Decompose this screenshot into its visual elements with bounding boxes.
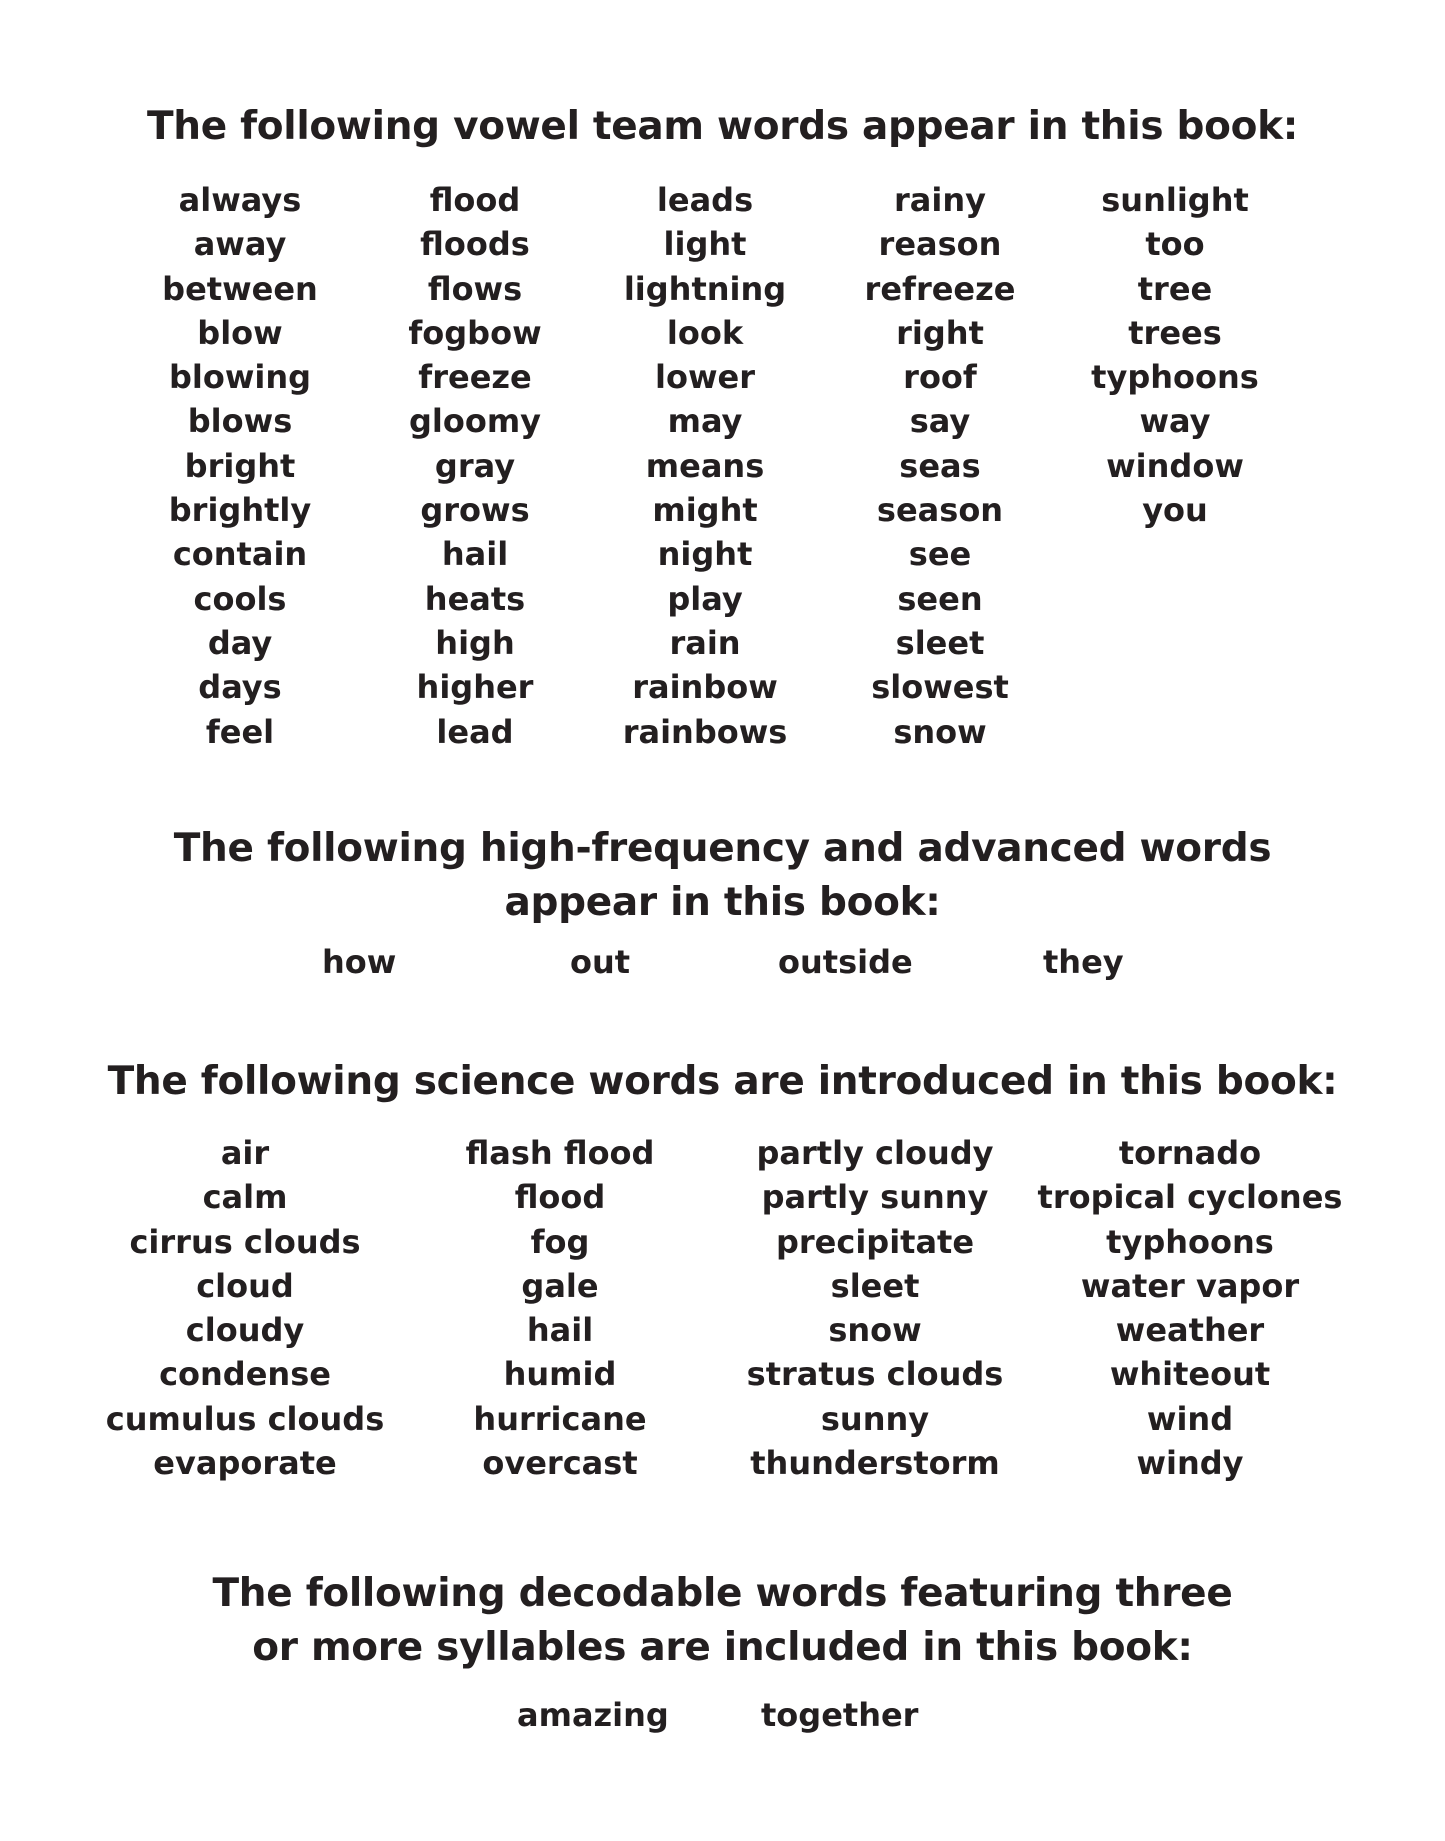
word-list-item: you (1142, 491, 1208, 530)
high-frequency-heading-line-2: appear in this book: (504, 880, 941, 925)
word-list-item: between (162, 269, 318, 308)
word-list-item: stratus clouds (746, 1355, 1004, 1394)
word-list-item: fog (530, 1222, 590, 1261)
word-list-item: rainy (894, 181, 986, 219)
word-list-item: flash flood (465, 1134, 655, 1172)
vowel-team-column-1 (140, 178, 340, 754)
word-list-item: whiteout (1109, 1355, 1271, 1394)
word-list-item: window (1106, 446, 1244, 485)
word-list-item: lead (436, 712, 514, 751)
word-list-item: leads (656, 181, 754, 219)
word-list-item: sleet (830, 1266, 920, 1305)
word-list-item: seen (897, 579, 983, 618)
word-list-item: slowest (871, 668, 1009, 707)
word-list-item: air (220, 1134, 270, 1172)
word-list-item: precipitate (775, 1222, 975, 1261)
word-list-item: sunlight (1101, 181, 1249, 219)
word-list-item: gloomy (408, 402, 542, 441)
word-list-item: means (645, 446, 765, 485)
word-list-item: higher (416, 668, 534, 707)
word-list-item: flood (514, 1178, 606, 1217)
word-list-item: hurricane (473, 1399, 647, 1438)
word-list-item: overcast (482, 1444, 638, 1483)
word-list-item: snow (828, 1311, 922, 1350)
word-list-item: brightly (168, 491, 312, 530)
science-column-3 (725, 1131, 1025, 1485)
word-list-item: heats (424, 579, 526, 618)
word-list-item: freeze (418, 358, 532, 397)
high-frequency-word: how (322, 943, 397, 981)
decodable-word: amazing (517, 1696, 669, 1734)
word-list-item: see (908, 535, 972, 574)
vowel-team-column-5 (1075, 178, 1275, 532)
decodable-heading-line-2: or more syllables are included in this book: (252, 1625, 1193, 1670)
word-list-item: partly cloudy (756, 1134, 994, 1172)
word-list-item: calm (202, 1178, 288, 1217)
word-list-item: cirrus clouds (129, 1222, 361, 1261)
word-list-item: away (193, 225, 287, 264)
word-list-item: windy (1136, 1444, 1244, 1483)
word-list-item: refreeze (864, 269, 1016, 308)
word-list-item: flood (429, 181, 521, 219)
word-list-item: hail (526, 1311, 594, 1350)
word-list-item: hail (441, 535, 509, 574)
word-list-item: grows (420, 491, 530, 530)
high-frequency-word: outside (778, 943, 913, 981)
word-list-item: trees (1128, 313, 1222, 352)
word-list-item: feel (205, 712, 275, 751)
word-list-item: floods (420, 225, 530, 264)
word-list-item: way (1139, 402, 1211, 441)
science-column-4 (1035, 1131, 1345, 1485)
word-list-item: tornado (1118, 1134, 1262, 1172)
word-list-item: high (435, 623, 515, 662)
word-list-item: typhoons (1106, 1222, 1274, 1261)
word-list-item: cools (193, 579, 287, 618)
science-column-2 (410, 1131, 710, 1485)
word-list-item: say (909, 402, 971, 441)
word-list-item: light (663, 225, 747, 264)
word-list-item: day (207, 623, 273, 662)
word-list-item: too (1145, 225, 1205, 264)
word-list-item: seas (899, 446, 981, 485)
word-list-item: weather (1115, 1311, 1265, 1350)
vowel-team-column-3 (605, 178, 805, 754)
word-list-item: gale (521, 1266, 599, 1305)
word-list-item: lightning (623, 269, 787, 308)
word-list-item: partly sunny (761, 1178, 989, 1217)
word-list-item: humid (503, 1355, 617, 1394)
vowel-team-column-2 (375, 178, 575, 754)
word-list-item: might (652, 491, 758, 530)
word-list-item: blows (187, 402, 293, 441)
word-list-item: days (198, 668, 282, 707)
word-list-item: look (666, 313, 744, 352)
word-list-item: evaporate (153, 1444, 337, 1483)
word-list-item: rainbows (622, 712, 788, 751)
science-heading: The following science words are introduced in this book: (107, 1059, 1338, 1104)
word-list-item: rain (669, 623, 741, 662)
word-list-item: contain (172, 535, 308, 574)
word-list-item: sunny (820, 1399, 930, 1438)
high-frequency-word: out (570, 943, 631, 981)
word-list-item: night (657, 535, 753, 574)
word-list-item: condense (159, 1355, 331, 1394)
word-list-item: cloud (196, 1266, 294, 1305)
word-list-item: reason (878, 225, 1002, 264)
word-list-item: fogbow (408, 313, 542, 352)
word-list-item: wind (1146, 1399, 1234, 1438)
word-list-item: season (876, 491, 1004, 530)
word-list-item: rainbow (632, 668, 778, 707)
word-list-item: lower (655, 358, 755, 397)
word-list-item: bright (184, 446, 296, 485)
word-list-item: cloudy (185, 1311, 305, 1350)
word-list-item: flows (427, 269, 523, 308)
vowel-team-column-4 (840, 178, 1040, 754)
high-frequency-heading-line-1: The following high-frequency and advanced words (173, 826, 1272, 871)
high-frequency-word: they (1043, 943, 1124, 981)
word-list-item: roof (903, 358, 977, 397)
decodable-heading-line-1: The following decodable words featuring three (212, 1571, 1233, 1616)
word-list-item: tropical cyclones (1037, 1178, 1343, 1217)
word-list-item: may (667, 402, 743, 441)
word-list-item: always (178, 181, 302, 219)
word-list-item: right (896, 313, 984, 352)
word-list-item: water vapor (1080, 1266, 1300, 1305)
word-list-item: blow (197, 313, 283, 352)
word-list-item: snow (893, 712, 987, 751)
word-list-item: blowing (168, 358, 312, 397)
word-list-item: typhoons (1091, 358, 1259, 397)
word-list-item: gray (434, 446, 516, 485)
word-list-item: thunderstorm (750, 1444, 1000, 1483)
word-list-item: cumulus clouds (105, 1399, 385, 1438)
science-column-1 (100, 1131, 390, 1485)
decodable-word: together (761, 1696, 919, 1734)
word-list-item: sleet (895, 623, 985, 662)
word-list-item: tree (1137, 269, 1213, 308)
word-list-item: play (667, 579, 743, 618)
vowel-team-heading: The following vowel team words appear in this book: (146, 104, 1299, 149)
